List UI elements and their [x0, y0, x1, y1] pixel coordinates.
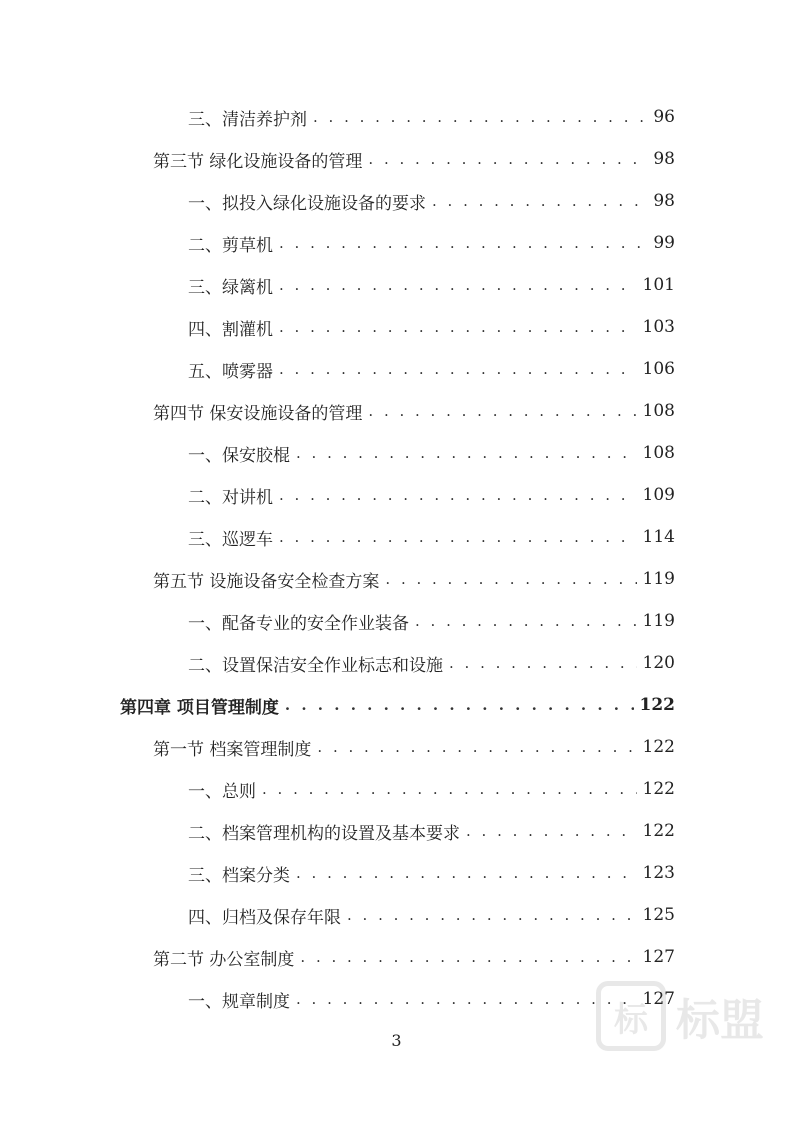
dot-leader [296, 444, 637, 462]
dot-leader [449, 654, 637, 672]
page-number: 3 [391, 1031, 402, 1050]
watermark-icon: 标 [596, 981, 666, 1051]
toc-entry[interactable] [188, 768, 675, 810]
dot-leader [368, 150, 647, 168]
toc-entry-page: 108 [642, 443, 675, 463]
toc-entry-page: 119 [642, 569, 675, 589]
dot-leader [415, 612, 637, 630]
toc-entry-title: 二、档案管理机构的设置及基本要求 [188, 823, 460, 844]
dot-leader [279, 360, 637, 378]
dot-leader [285, 696, 634, 714]
toc-entry-page: 122 [642, 821, 675, 841]
dot-leader [296, 990, 637, 1008]
toc-entry-page: 123 [642, 863, 675, 883]
toc-entry-title: 三、档案分类 [188, 865, 290, 886]
toc-entry-title: 第四节 保安设施设备的管理 [153, 403, 363, 424]
dot-leader [368, 402, 636, 420]
dot-leader [296, 864, 637, 882]
toc-entry-title: 第二节 办公室制度 [153, 949, 295, 970]
toc-entry-page: 120 [642, 653, 675, 673]
toc-entry-page: 122 [639, 695, 675, 715]
toc-entry-page: 127 [642, 989, 675, 1009]
toc-entry[interactable] [153, 726, 675, 768]
toc-entry-title: 一、配备专业的安全作业装备 [188, 613, 409, 634]
dot-leader [279, 486, 637, 504]
toc-chapter-entry[interactable] [120, 684, 675, 726]
toc-entry-title: 二、对讲机 [188, 487, 273, 508]
dot-leader [300, 948, 636, 966]
toc-entry-title: 三、巡逻车 [188, 529, 273, 550]
toc-entry[interactable] [188, 180, 675, 222]
watermark-text: 标盟 [676, 995, 764, 1046]
dot-leader [347, 906, 637, 924]
toc-entry-title: 四、割灌机 [188, 319, 273, 340]
toc-entry[interactable] [188, 222, 675, 264]
toc-entry-title: 第五节 设施设备安全检查方案 [153, 571, 380, 592]
toc-entry-title: 二、设置保洁安全作业标志和设施 [188, 655, 443, 676]
toc-entry-title: 一、规章制度 [188, 991, 290, 1012]
toc-entry-page: 127 [642, 947, 675, 967]
toc-entry-title: 三、清洁养护剂 [188, 109, 307, 130]
dot-leader [262, 780, 637, 798]
toc-entry-title: 一、总则 [188, 781, 256, 802]
dot-leader [317, 738, 636, 756]
toc-entry[interactable] [188, 516, 675, 558]
toc-entry-page: 101 [642, 275, 675, 295]
dot-leader [432, 192, 647, 210]
dot-leader [279, 234, 647, 252]
toc-entry-title: 第四章 项目管理制度 [120, 697, 279, 718]
toc-entry-page: 98 [653, 191, 675, 211]
toc-entry[interactable] [188, 264, 675, 306]
dot-leader [313, 108, 647, 126]
toc-entry[interactable] [188, 474, 675, 516]
toc-entry[interactable] [188, 642, 675, 684]
toc-entry-page: 106 [642, 359, 675, 379]
toc-entry-page: 96 [653, 107, 675, 127]
toc-entry-page: 114 [642, 527, 675, 547]
toc-entry[interactable] [188, 600, 675, 642]
toc-entry[interactable] [188, 852, 675, 894]
dot-leader [279, 318, 637, 336]
dot-leader [279, 276, 637, 294]
toc-entry[interactable] [188, 894, 675, 936]
toc-entry[interactable] [188, 306, 675, 348]
toc-entry-page: 125 [642, 905, 675, 925]
toc-entry[interactable] [153, 936, 675, 978]
toc-entry-title: 三、绿篱机 [188, 277, 273, 298]
toc-entry-page: 103 [642, 317, 675, 337]
dot-leader [466, 822, 637, 840]
toc-entry-title: 五、喷雾器 [188, 361, 273, 382]
toc-entry-page: 119 [642, 611, 675, 631]
toc-entry-title: 四、归档及保存年限 [188, 907, 341, 928]
toc-entry-page: 99 [653, 233, 675, 253]
toc-entry[interactable] [153, 390, 675, 432]
toc-entry[interactable] [188, 810, 675, 852]
toc-entry-title: 二、剪草机 [188, 235, 273, 256]
toc-entry[interactable] [188, 96, 675, 138]
toc-entry-title: 第一节 档案管理制度 [153, 739, 312, 760]
toc-entry-title: 一、保安胶棍 [188, 445, 290, 466]
toc-entry-page: 109 [642, 485, 675, 505]
toc-entry-title: 第三节 绿化设施设备的管理 [153, 151, 363, 172]
toc-entry[interactable] [153, 558, 675, 600]
toc-entry-page: 98 [653, 149, 675, 169]
toc-entry-page: 122 [642, 779, 675, 799]
toc-entry-page: 122 [642, 737, 675, 757]
toc-entry[interactable] [188, 432, 675, 474]
dot-leader [279, 528, 637, 546]
toc-entry[interactable] [153, 138, 675, 180]
toc-entry-title: 一、拟投入绿化设施设备的要求 [188, 193, 426, 214]
toc-entry[interactable] [188, 348, 675, 390]
dot-leader [385, 570, 636, 588]
watermark-logo [596, 980, 771, 1052]
toc-entry-page: 108 [642, 401, 675, 421]
